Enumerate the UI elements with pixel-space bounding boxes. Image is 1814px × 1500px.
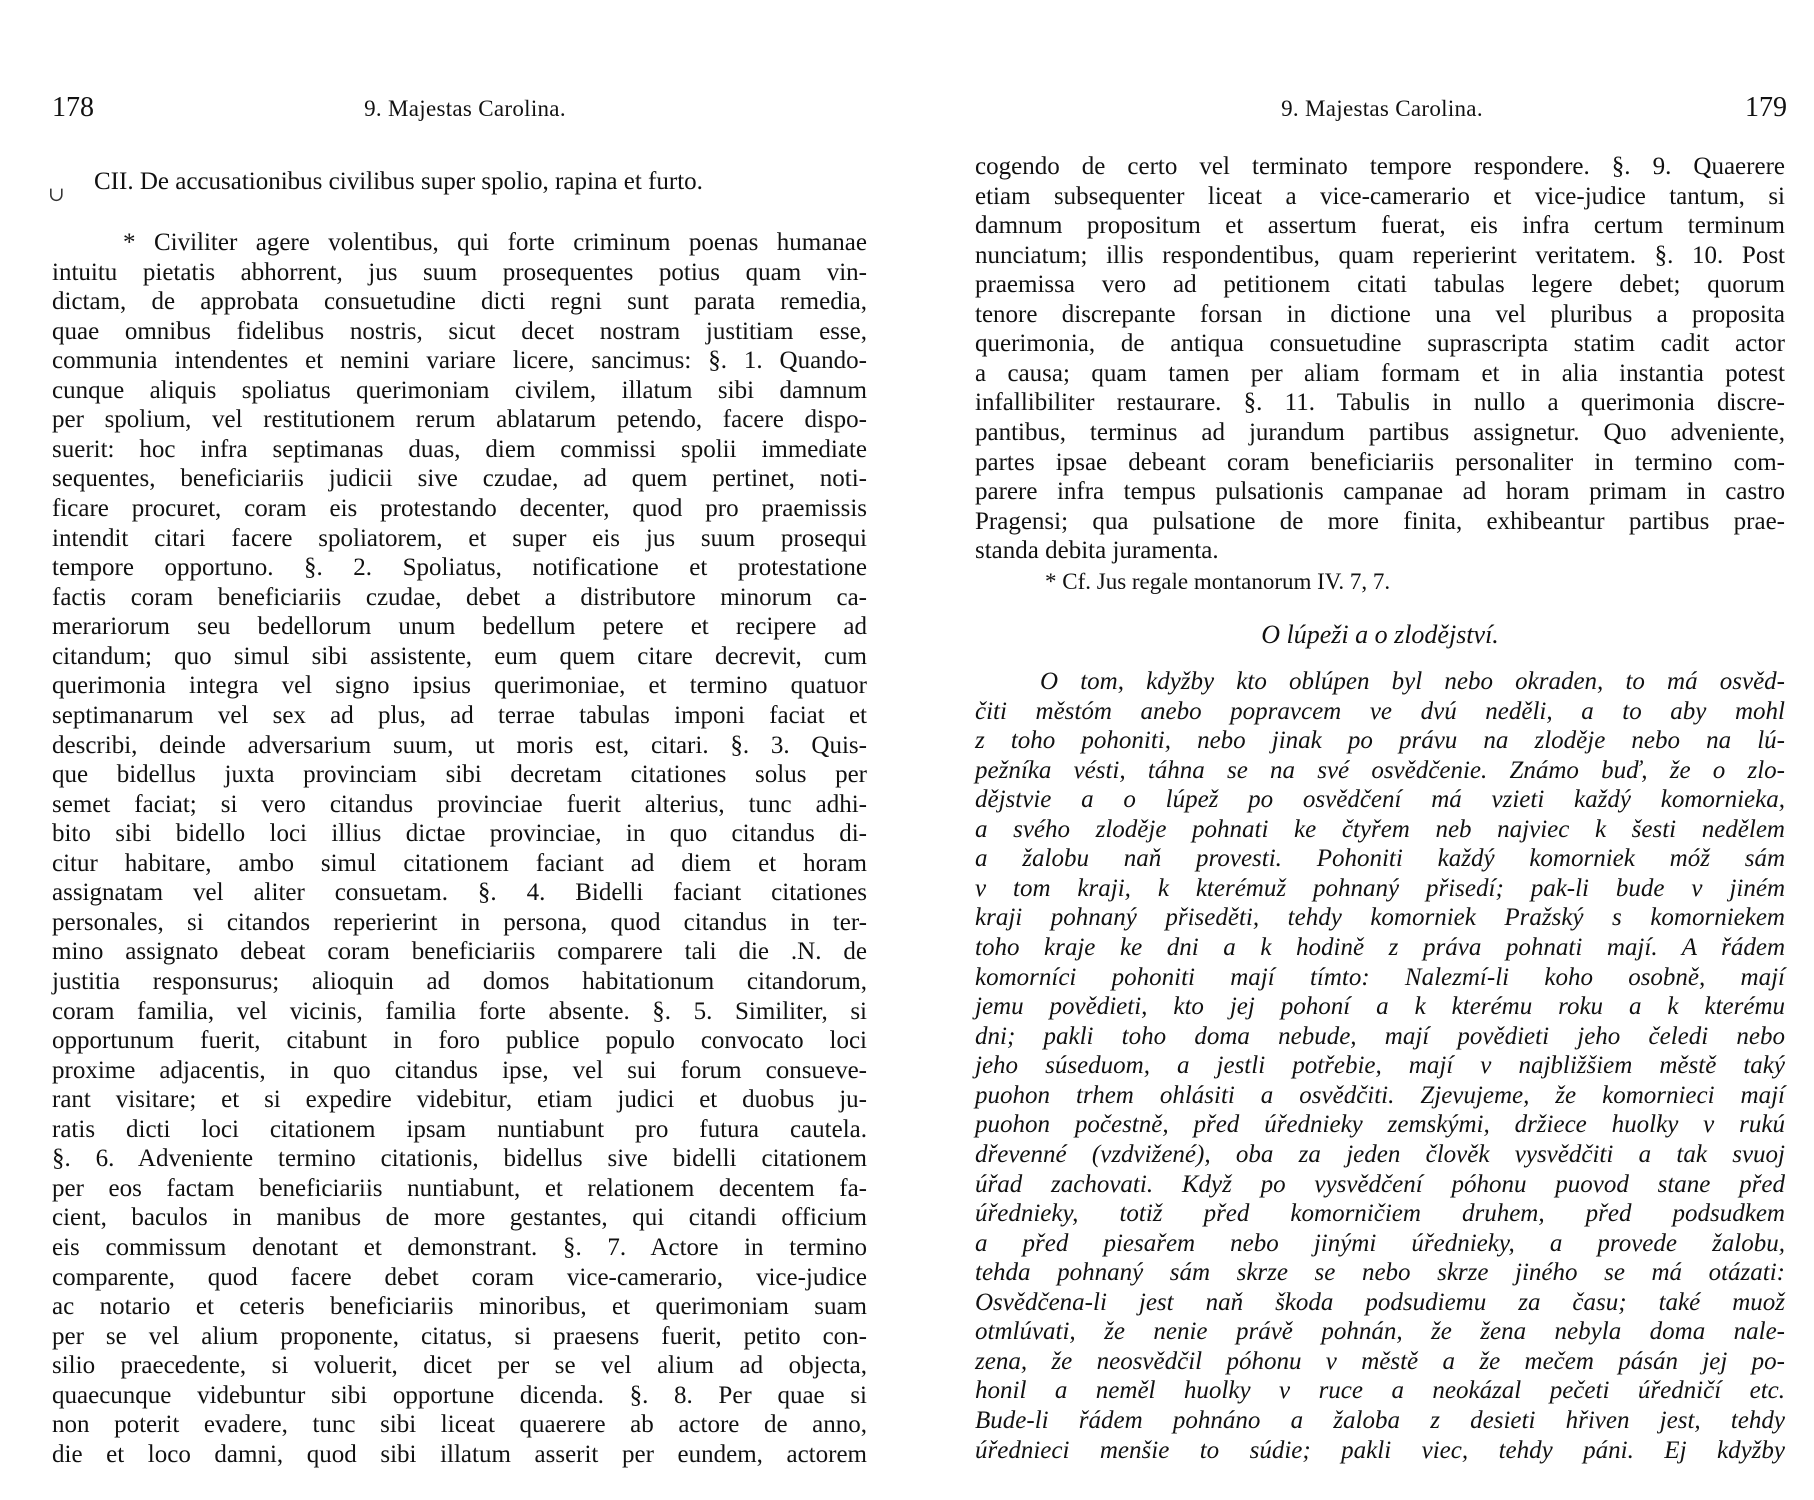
text-line: dni; pakli toho doma nebude, mají povědieti jeho čeledi nebo xyxy=(975,1022,1785,1050)
text-line: citandum; quo simul sibi assistente, eum quem citare decrevit, cum xyxy=(52,642,867,670)
text-line: coram familia, vel vicinis, familia forte absente. §. 5. Similiter, si xyxy=(52,997,867,1025)
text-line: etiam subsequenter liceat a vice-camerario et vice-judice tantum, si xyxy=(975,182,1785,210)
text-line: justitia responsurus; alioquin ad domos habitationum citandorum, xyxy=(52,968,867,995)
text-line: kraji pohnaný přiseděti, tehdy komorniek Pražský s komorniekem xyxy=(975,904,1785,932)
text-line: parere infra tempus pulsationis campanae ad horam primam in castro xyxy=(975,478,1785,506)
text-line: úřad zachovati. Když po vysvědčení póhonu puovod stane před xyxy=(975,1170,1785,1198)
footnote: * Cf. Jus regale montanorum IV. 7, 7. xyxy=(1045,569,1391,594)
text-line: die et loco damni, quod sibi illatum asserit per eundem, actorem xyxy=(52,1440,867,1468)
text-line: querimonia integra vel signo ipsius querimoniae, et termino quatuor xyxy=(52,672,867,700)
text-line: citur habitare, ambo simul citationem faciant ad diem et horam xyxy=(52,849,867,877)
text-line: rant visitare; et si expedire videbitur, etiam judici et duobus ju- xyxy=(52,1086,867,1114)
text-line: non poterit evadere, tunc sibi liceat quaerere ab actore de anno, xyxy=(52,1411,867,1439)
text-line: puohon počestně, před úřednieky zemskými, držiece huolky v rukú xyxy=(975,1111,1785,1139)
text-line: bito sibi bidello loci illius dictae provinciae, in quo citandus di- xyxy=(52,820,867,848)
text-line: jemu povědieti, kto jej pohoní a k kterému roku a k kterému xyxy=(975,993,1785,1021)
text-line: per eos factam beneficiariis nuntiabunt, et relationem decentem fa- xyxy=(52,1174,867,1202)
text-line: a causa; quam tamen per aliam formam et in alia instantia potest xyxy=(975,359,1785,387)
text-line: v tom kraji, k kterémuž pohnaný přisedí; pak-li bude v jiném xyxy=(975,874,1785,902)
text-line: personales, si citandos reperierint in persona, quod citandus in ter- xyxy=(52,908,867,936)
text-line: jeho súseduom, a jestli potřebie, mají v najbližšiem městě taký xyxy=(975,1052,1785,1080)
text-line: damnum propositum et assertum fuerat, eis infra certum terminum xyxy=(975,212,1785,240)
pencil-margin-mark-icon: ∪ xyxy=(48,184,65,206)
text-line: z toho pohoniti, nebo jinak po právu na zloděje nebo na lú- xyxy=(975,727,1785,755)
text-line: factis coram beneficiariis czudae, debet a distributore minorum ca- xyxy=(52,583,867,611)
text-line: a žalobu naň provesti. Pohoniti každý komorniek móž sám xyxy=(975,845,1785,873)
text-line: Osvědčena-li jest naň škoda podsudiemu za času; také muož xyxy=(975,1288,1785,1316)
text-line: querimonia, de antiqua consuetudine suprascripta statim cadit actor xyxy=(975,330,1785,358)
text-line: tehda pohnaný sám skrze se nebo skrze jiného se má otázati: xyxy=(975,1259,1785,1287)
text-line: §. 6. Adveniente termino citationis, bidellus sive bidelli citationem xyxy=(52,1145,867,1173)
text-line: partes ipsae debeant coram beneficiariis personaliter in termino com- xyxy=(975,448,1785,476)
text-line: dějstvie a o lúpež po osvědčení má vzieti každý komornieka, xyxy=(975,786,1785,814)
text-line: ac notario et ceteris beneficiariis minoribus, et querimoniam suam xyxy=(52,1293,867,1321)
text-line: * Civiliter agere volentibus, qui forte criminum poenas humanae xyxy=(123,229,867,256)
text-line: otmlúvati, že nenie právě pohnán, že žena nebyla doma nale- xyxy=(975,1318,1785,1346)
text-line: describi, deinde adversarium suum, ut moris est, citari. §. 3. Quis- xyxy=(52,731,867,759)
text-line: praemissa vero ad petitionem citati tabulas legere debet; quorum xyxy=(975,271,1785,299)
text-line: quae omnibus fidelibus nostris, sicut decet nostram justitiam esse, xyxy=(52,317,867,345)
text-line: infallibiliter restaurare. §. 11. Tabulis in nullo a querimonia discre- xyxy=(975,389,1785,417)
text-line: dictam, de approbata consuetudine dicti regni sunt parata remedia, xyxy=(52,288,867,316)
text-line: pežníka vésti, táhna se na své osvědčenie. Známo buď, že o zlo- xyxy=(975,756,1785,784)
text-line: ratis dicti loci citationem ipsam nuntiabunt pro futura cautela. xyxy=(52,1115,867,1143)
right-page xyxy=(907,0,1814,1500)
text-line: čiti městóm anebo popravcem ve dvú neděli, a to aby mohl xyxy=(975,697,1785,725)
text-line: quaecunque videbuntur sibi opportune dicenda. §. 8. Per quae si xyxy=(52,1381,867,1409)
text-line: puohon trhem ohlásiti a osvědčiti. Zjevujeme, že komornieci mají xyxy=(975,1081,1785,1109)
text-line: comparente, quod facere debet coram vice-camerario, vice-judice xyxy=(52,1263,867,1291)
text-line: eis commissum denotant et demonstrant. §. 7. Actore in termino xyxy=(52,1234,867,1262)
text-line: komorníci pohoniti mají tímto: Nalezmí-li koho osobně, mají xyxy=(975,963,1785,991)
text-line: silio praecedente, si voluerit, dicet per se vel alium ad objecta, xyxy=(52,1352,867,1380)
text-line: que bidellus juxta provinciam sibi decretam citationes solus per xyxy=(52,761,867,789)
text-line: ficare procuret, coram eis protestando decenter, quod pro praemissis xyxy=(52,495,867,523)
section-title: CII. De accusationibus civilibus super spolio, rapina et furto. xyxy=(94,168,703,195)
text-line: úřednieky, totiž před komorničiem druhem, před podsudkem xyxy=(975,1200,1785,1228)
text-line: a svého zloděje pohnati ke čtyřem neb najviec k šesti nedělem xyxy=(975,815,1785,843)
text-line: assignatam vel aliter consuetam. §. 4. Bidelli faciant citationes xyxy=(52,879,867,907)
text-line: sequentes, beneficiariis judicii sive czudae, ad quem pertinet, noti- xyxy=(52,465,867,493)
text-line: communia intendentes et nemini variare licere, sancimus: §. 1. Quando- xyxy=(52,347,867,375)
text-line: Pragensi; qua pulsatione de more finita, exhibeantur partibus prae- xyxy=(975,507,1785,535)
text-line: pantibus, terminus ad jurandum partibus assignetur. Quo adveniente, xyxy=(975,419,1785,447)
text-line: per se vel alium proponente, citatus, si praesens fuerit, petito con- xyxy=(52,1322,867,1350)
page-number: 179 xyxy=(1745,92,1787,123)
text-line: semet faciat; si vero citandus provinciae fuerit alterius, tunc adhi- xyxy=(52,790,867,818)
page-number: 178 xyxy=(52,92,94,123)
czech-section-title: O lúpeži a o zlodějství. xyxy=(1261,620,1499,649)
text-line: nunciatum; illis respondentibus, quam reperierint veritatem. §. 10. Post xyxy=(975,241,1785,269)
text-line: cient, baculos in manibus de more gestantes, qui citandi officium xyxy=(52,1204,867,1232)
text-line: per spolium, vel restitutionem rerum ablatarum petendo, facere dispo- xyxy=(52,406,867,434)
text-line: tenore discrepante forsan in dictione una vel pluribus a proposita xyxy=(975,300,1785,328)
text-line: zena, že neosvědčil póhonu v městě a že mečem pásán jej po- xyxy=(975,1347,1785,1375)
text-line: merariorum seu bedellorum unum bedellum petere et recipere ad xyxy=(52,613,867,641)
text-line: Bude-li řádem pohnáno a žaloba z desieti hřiven jest, tehdy xyxy=(975,1407,1785,1434)
text-line: septimanarum vel sex ad plus, ad terrae tabulas imponi faciat et xyxy=(52,701,867,729)
text-line: intendit citari facere spoliatorem, et super eis jus suum prosequi xyxy=(52,524,867,552)
running-head: 9. Majestas Carolina. xyxy=(364,96,566,121)
text-line: suerit: hoc infra septimanas duas, diem commissi spolii immediate xyxy=(52,435,867,463)
text-line: intuitu pietatis abhorrent, jus suum prosequentes potius quam vin- xyxy=(52,258,867,286)
text-line: standa debita juramenta. xyxy=(975,537,1219,565)
text-line: O tom, kdyžby kto oblúpen byl nebo okraden, to má osvěd- xyxy=(1040,668,1785,695)
text-line: cunque aliquis spoliatus querimoniam civilem, illatum sibi damnum xyxy=(52,376,867,404)
text-line: toho kraje ke dni a k hodině z práva pohnati mají. A řádem xyxy=(975,934,1785,962)
text-line: opportunum fuerit, citabunt in foro publice populo convocato loci xyxy=(52,1027,867,1055)
text-line: proxime adjacentis, in quo citandus ipse, vel sui forum consueve- xyxy=(52,1056,867,1084)
text-line: tempore opportuno. §. 2. Spoliatus, notificatione et protestatione xyxy=(52,554,867,582)
text-line: honil a neměl huolky v ruce a neokázal pečeti úředničí etc. xyxy=(975,1377,1785,1405)
text-line: cogendo de certo vel terminato tempore respondere. §. 9. Quaerere xyxy=(975,153,1785,180)
text-line: mino assignato debeat coram beneficiariis comparere tali die .N. de xyxy=(52,938,867,966)
running-head: 9. Majestas Carolina. xyxy=(1281,96,1483,121)
text-line: úřednieci menšie to súdie; pakli viec, tehdy páni. Ej kdyžby xyxy=(975,1436,1785,1464)
text-line: dřevenné (vzdvižené), oba za jeden člověk vysvědčiti a tak svuoj xyxy=(975,1140,1785,1168)
text-line: a před piesařem nebo jinými úřednieky, a provede žalobu, xyxy=(975,1229,1785,1257)
